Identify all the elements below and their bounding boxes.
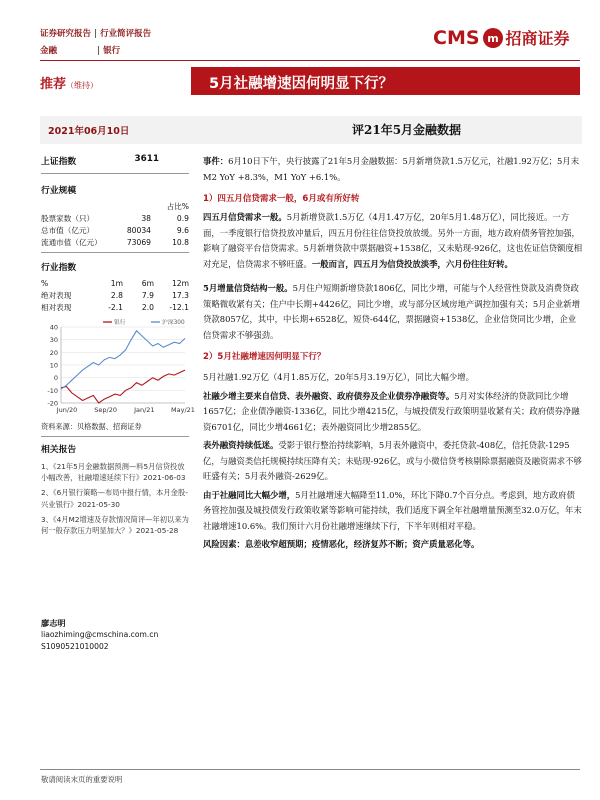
p5-text: 受影于银行整治持续影响，5月表外融资中，委托贷款-408亿，信托贷款-1295亿，与融资类信托规模持续压降有关；未贴现-926亿，或与小微信贷考核剔除票据融资及融资需求不够旺盛有关；5月表外融资-2629亿。 <box>203 440 582 481</box>
p6-text: 5月社融增速大幅降至11.0%，环比下降0.7个百分点。考虑到，地方政府债务管控加强及城投债发行政策收紧等影响可能持续，我们适度下调全年社融增量预测至32.0万亿，年末社融增速10.6%。我们预计六月份社融增速继续下行，下半年则相对平稳。 <box>203 489 582 531</box>
scale-label: 总市值（亿元） <box>41 225 95 235</box>
logo-text: CMS <box>433 26 480 49</box>
related-title: 相关报告 <box>41 445 77 455</box>
series-line <box>61 370 185 403</box>
y-tick-label: 20 <box>49 348 58 357</box>
table-row <box>41 212 189 224</box>
cms-logo <box>433 26 570 49</box>
analyst-email[interactable]: liaozhiming@cmschina.com.cn <box>41 630 159 639</box>
index-row <box>41 154 189 167</box>
scale-value: 73069 <box>126 237 151 247</box>
footer-divider <box>40 769 580 770</box>
table-row <box>41 236 189 248</box>
paragraph-6 <box>203 488 583 535</box>
analyst-block <box>41 617 158 653</box>
scale-header: 占比% <box>166 201 189 211</box>
perf-value: 7.9 <box>141 290 154 300</box>
y-tick-label: -20 <box>47 399 58 408</box>
perf-label: 相对表现 <box>41 302 72 312</box>
divider <box>41 173 189 174</box>
x-tick-label: Jan/21 <box>134 406 155 414</box>
rating <box>40 73 98 92</box>
related-list <box>41 461 189 536</box>
report-body <box>203 154 583 553</box>
perf-value: 2.8 <box>110 290 123 300</box>
section-2-title: 2）5月社融增速因何明显下行？ <box>203 352 326 362</box>
paragraph-3 <box>203 370 583 386</box>
related-report-link[interactable]: 3、《4月M2增速及存款情况简评—年初以来为何一般存款压力明显加大？》2021-05-28 <box>41 514 189 536</box>
related-report-link[interactable]: 1、《21年5月金融数据预测—料5月信贷投放小幅改善，社融增速延续下行》2021-06-03 <box>41 462 186 483</box>
risk-paragraph <box>203 537 583 553</box>
p2-text: 5月住户短期新增贷款1806亿，同比少增，可能与个人经营性贷款及消费贷政策略微收紧有关；住户中长期+4426亿，同比少增，或与部分区域房地产调控加强有关；5月企业新增贷款8057亿，其中，中长期+6528亿，短贷-644亿，票据融资+1538亿，企业信贷同比少增，企业信贷需求不够强劲。 <box>203 283 581 340</box>
p6-lead: 由于社融同比大幅少增， <box>203 489 296 500</box>
p2-lead: 5月增量信贷结构一般。 <box>203 283 293 293</box>
scale-header-row <box>41 200 189 212</box>
logo-circle-icon <box>482 27 504 49</box>
table-row <box>41 224 189 236</box>
y-tick-label: 0 <box>53 374 58 383</box>
index-value: 3611 <box>134 154 159 164</box>
x-tick-label: May/21 <box>171 406 195 414</box>
perf-value: 2.0 <box>141 302 154 312</box>
y-tick-label: 40 <box>49 323 58 332</box>
section-1-title: 1）四五月信贷需求一般，6月或有所好转 <box>203 194 360 204</box>
perf-value: 17.3 <box>172 290 189 300</box>
svg-text:m: m <box>486 31 499 45</box>
analyst-name: 廖志明 <box>41 618 66 628</box>
perf-header: 12m <box>171 278 189 288</box>
report-type: 行业简评报告 <box>100 29 152 39</box>
report-subtitle: 评21年5月金融数据 <box>352 123 462 137</box>
x-tick-label: Jun/20 <box>56 406 78 414</box>
p1-lead: 四五月信贷需求一般。 <box>203 212 287 222</box>
perf-title: 行业指数 <box>41 263 77 273</box>
paragraph-1 <box>203 210 583 272</box>
scale-pct: 10.8 <box>172 237 189 247</box>
risk-label: 风险因素： <box>203 539 245 549</box>
x-tick-label: Sep/20 <box>94 406 118 414</box>
analyst-cert: S1090521010002 <box>41 642 109 651</box>
perf-header: 6m <box>141 278 154 288</box>
divider <box>41 252 189 253</box>
scale-label: 股票家数（只） <box>41 213 95 223</box>
y-tick-label: -10 <box>47 386 58 395</box>
title-banner <box>191 67 580 95</box>
risk-text: 息差收窄超预期；疫情恶化，经济复苏不断；资产质量恶化等。 <box>244 539 480 549</box>
scale-title: 行业规模 <box>41 186 77 196</box>
legend-label: 沪深300 <box>162 320 185 326</box>
report-header: 证券研究报告 | 行业简评报告 金融 | 银行 <box>40 29 152 56</box>
report-date: 2021年06月10日 <box>48 126 130 137</box>
perf-label: 绝对表现 <box>41 290 72 300</box>
scale-label: 流通市值（亿元） <box>41 237 102 247</box>
table-row <box>41 301 189 313</box>
logo-cn: 招商证券 <box>505 29 570 48</box>
rating-note: （维持） <box>66 81 99 90</box>
p4-lead: 社融少增主要来自信贷、表外融资、政府债券及企业债券净融资等。 <box>203 390 455 401</box>
p1-tail: 一般而言，四五月为信贷投放淡季，六月份往往好转。 <box>311 258 513 269</box>
related-report-link[interactable]: 2、《6月银行策略—布局中报行情，本月金股-兴业银行》2021-05-30 <box>41 488 188 509</box>
footer-note: 敬请阅读末页的重要说明 <box>41 775 123 784</box>
scale-pct: 0.9 <box>176 213 189 223</box>
header-divider <box>40 60 580 61</box>
p1-text: 5月新增贷款1.5万亿（4月1.47万亿，20年5月1.48万亿），同比接近。一方面，一季度银行信贷投放冲量后，四五月份往往信贷投放放缓。另外一方面，地方政府债务管控加强，影响了融资平台信贷需求。5月新增贷款中票据融资+1538亿，又未贴现-926亿，这也佐证信贷额度相对充足，信贷需求不够旺盛。 <box>203 212 583 269</box>
y-tick-label: 10 <box>49 361 58 370</box>
perf-header: % <box>41 278 49 288</box>
performance-chart <box>41 317 195 417</box>
table-row <box>41 289 189 301</box>
p3-text: 5月社融1.92万亿（4月1.85万亿，20年5月3.19万亿），同比大幅少增。 <box>203 372 475 382</box>
perf-header-row <box>41 277 189 289</box>
doc-type: 证券研究报告 <box>40 29 92 39</box>
scale-pct: 9.6 <box>176 225 189 235</box>
event-label: 事件： <box>203 156 229 166</box>
scale-value: 38 <box>141 213 151 223</box>
legend-label: 银行 <box>114 320 126 326</box>
divider <box>41 436 189 437</box>
event-text: 6月10日下午，央行披露了21年5月金融数据：5月新增贷款1.5万亿元，社融1.92万亿；5月末M2 YoY +8.3%，M1 YoY +6.1%。 <box>203 156 580 182</box>
scale-value: 80034 <box>126 225 151 235</box>
paragraph-2 <box>203 281 583 343</box>
rating-label: 推荐 <box>40 77 67 92</box>
industry-label: 银行 <box>103 46 121 56</box>
p4-text: 5月对实体经济的贷款同比少增1657亿；企业债净融资-1336亿，同比少增4215亿，与城投债发行政策明显收紧有关；政府债券净融资6701亿，同比少增4661亿；表外融资同比少增2855亿。 <box>203 390 580 432</box>
paragraph-5 <box>203 438 583 485</box>
event-paragraph <box>203 154 583 185</box>
perf-value: -12.1 <box>169 302 189 312</box>
perf-table <box>41 277 189 313</box>
sidebar <box>41 154 195 536</box>
scale-table <box>41 200 189 248</box>
index-label: 上证指数 <box>41 157 77 167</box>
sector-label: 金融 <box>40 46 58 56</box>
chart-source: 资料来源：贝格数据、招商证券 <box>41 422 142 431</box>
paragraph-4 <box>203 389 583 436</box>
perf-value: -2.1 <box>108 302 123 312</box>
y-tick-label: 30 <box>49 336 58 345</box>
report-title: 5月社融增速因何明显下行？ <box>209 76 394 92</box>
perf-header: 1m <box>110 278 123 288</box>
p5-lead: 表外融资持续低迷。 <box>203 440 279 450</box>
